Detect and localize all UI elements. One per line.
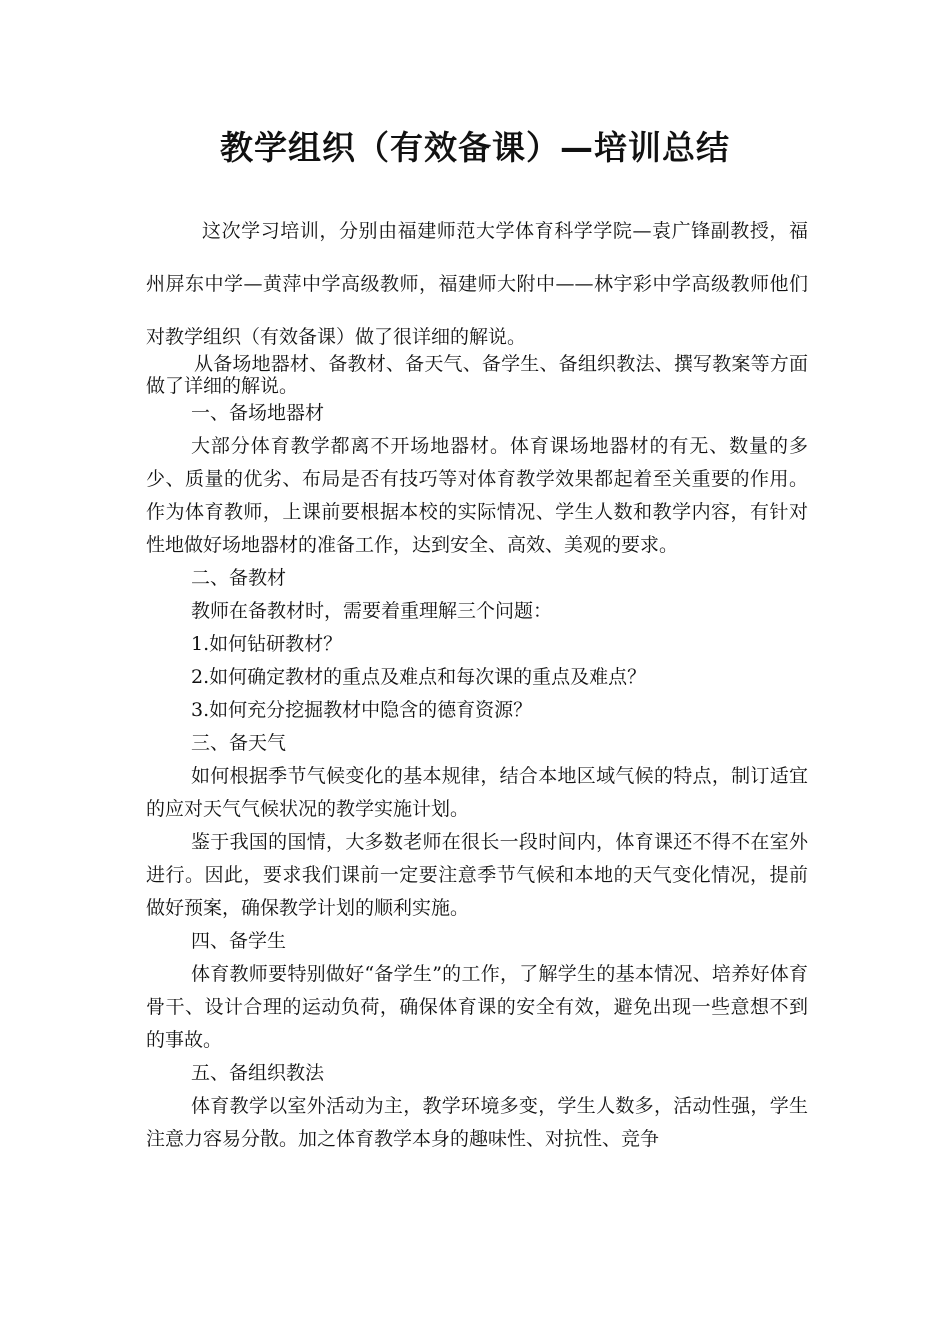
document-body: [146, 353, 808, 1156]
paragraph-weather-2: 鉴于我国的国情，大多数老师在很长一段时间内，体育课还不得不在室外进行。因此，要求我们课前一定要注意季节气候和本地的天气变化情况，提前做好预案，确保教学计划的顺利实施。: [146, 831, 808, 919]
paragraph-students: 体育教师要特别做好“备学生”的工作，了解学生的基本情况、培养好体育骨干、设计合理的运动负荷，确保体育课的安全有效，避免出现一些意想不到的事故。: [146, 963, 808, 1051]
paragraph-weather-1: 如何根据季节气候变化的基本规律，结合本地区域气候的特点，制订适宜的应对天气气候状况的教学实施计划。: [146, 765, 808, 820]
intro-block: [146, 205, 808, 364]
section-heading-methods: 五、备组织教法: [191, 1062, 325, 1084]
list-item-2: 2.如何确定教材的重点及难点和每次课的重点及难点？: [191, 666, 647, 688]
section-heading-weather: 三、备天气: [191, 732, 287, 754]
list-item-3: 3.如何充分挖掘教材中隐含的德育资源？: [191, 699, 533, 721]
paragraph-venue: 大部分体育教学都离不开场地器材。体育课场地器材的有无、数量的多少、质量的优劣、布局是否有技巧等对体育教学效果都起着至关重要的作用。作为体育教师，上课前要根据本校的实际情况、学生人数和教学内容，有针对性地做好场地器材的准备工作，达到安全、高效、美观的要求。: [146, 435, 808, 556]
section-heading-venue: 一、备场地器材: [191, 402, 325, 424]
paragraph-methods: 体育教学以室外活动为主，教学环境多变，学生人数多，活动性强，学生注意力容易分散。加之体育教学本身的趣味性、对抗性、竞争: [146, 1095, 808, 1150]
document-title: 教学组织（有效备课）—培训总结: [220, 128, 730, 167]
section-heading-materials: 二、备教材: [191, 567, 287, 589]
intro-paragraph: 这次学习培训，分别由福建师范大学体育科学学院—袁广锋副教授，福州屏东中学—黄萍中学高级教师，福建师大附中——林宇彩中学高级教师他们对教学组织（有效备课）做了很详细的解说。: [146, 220, 808, 348]
paragraph-materials-intro: 教师在备教材时，需要着重理解三个问题：: [191, 600, 553, 622]
section-heading-students: 四、备学生: [191, 930, 287, 952]
summary-paragraph: 从备场地器材、备教材、备天气、备学生、备组织教法、撰写教案等方面做了详细的解说。: [146, 353, 808, 397]
list-item-1: 1.如何钻研教材？: [191, 633, 343, 655]
